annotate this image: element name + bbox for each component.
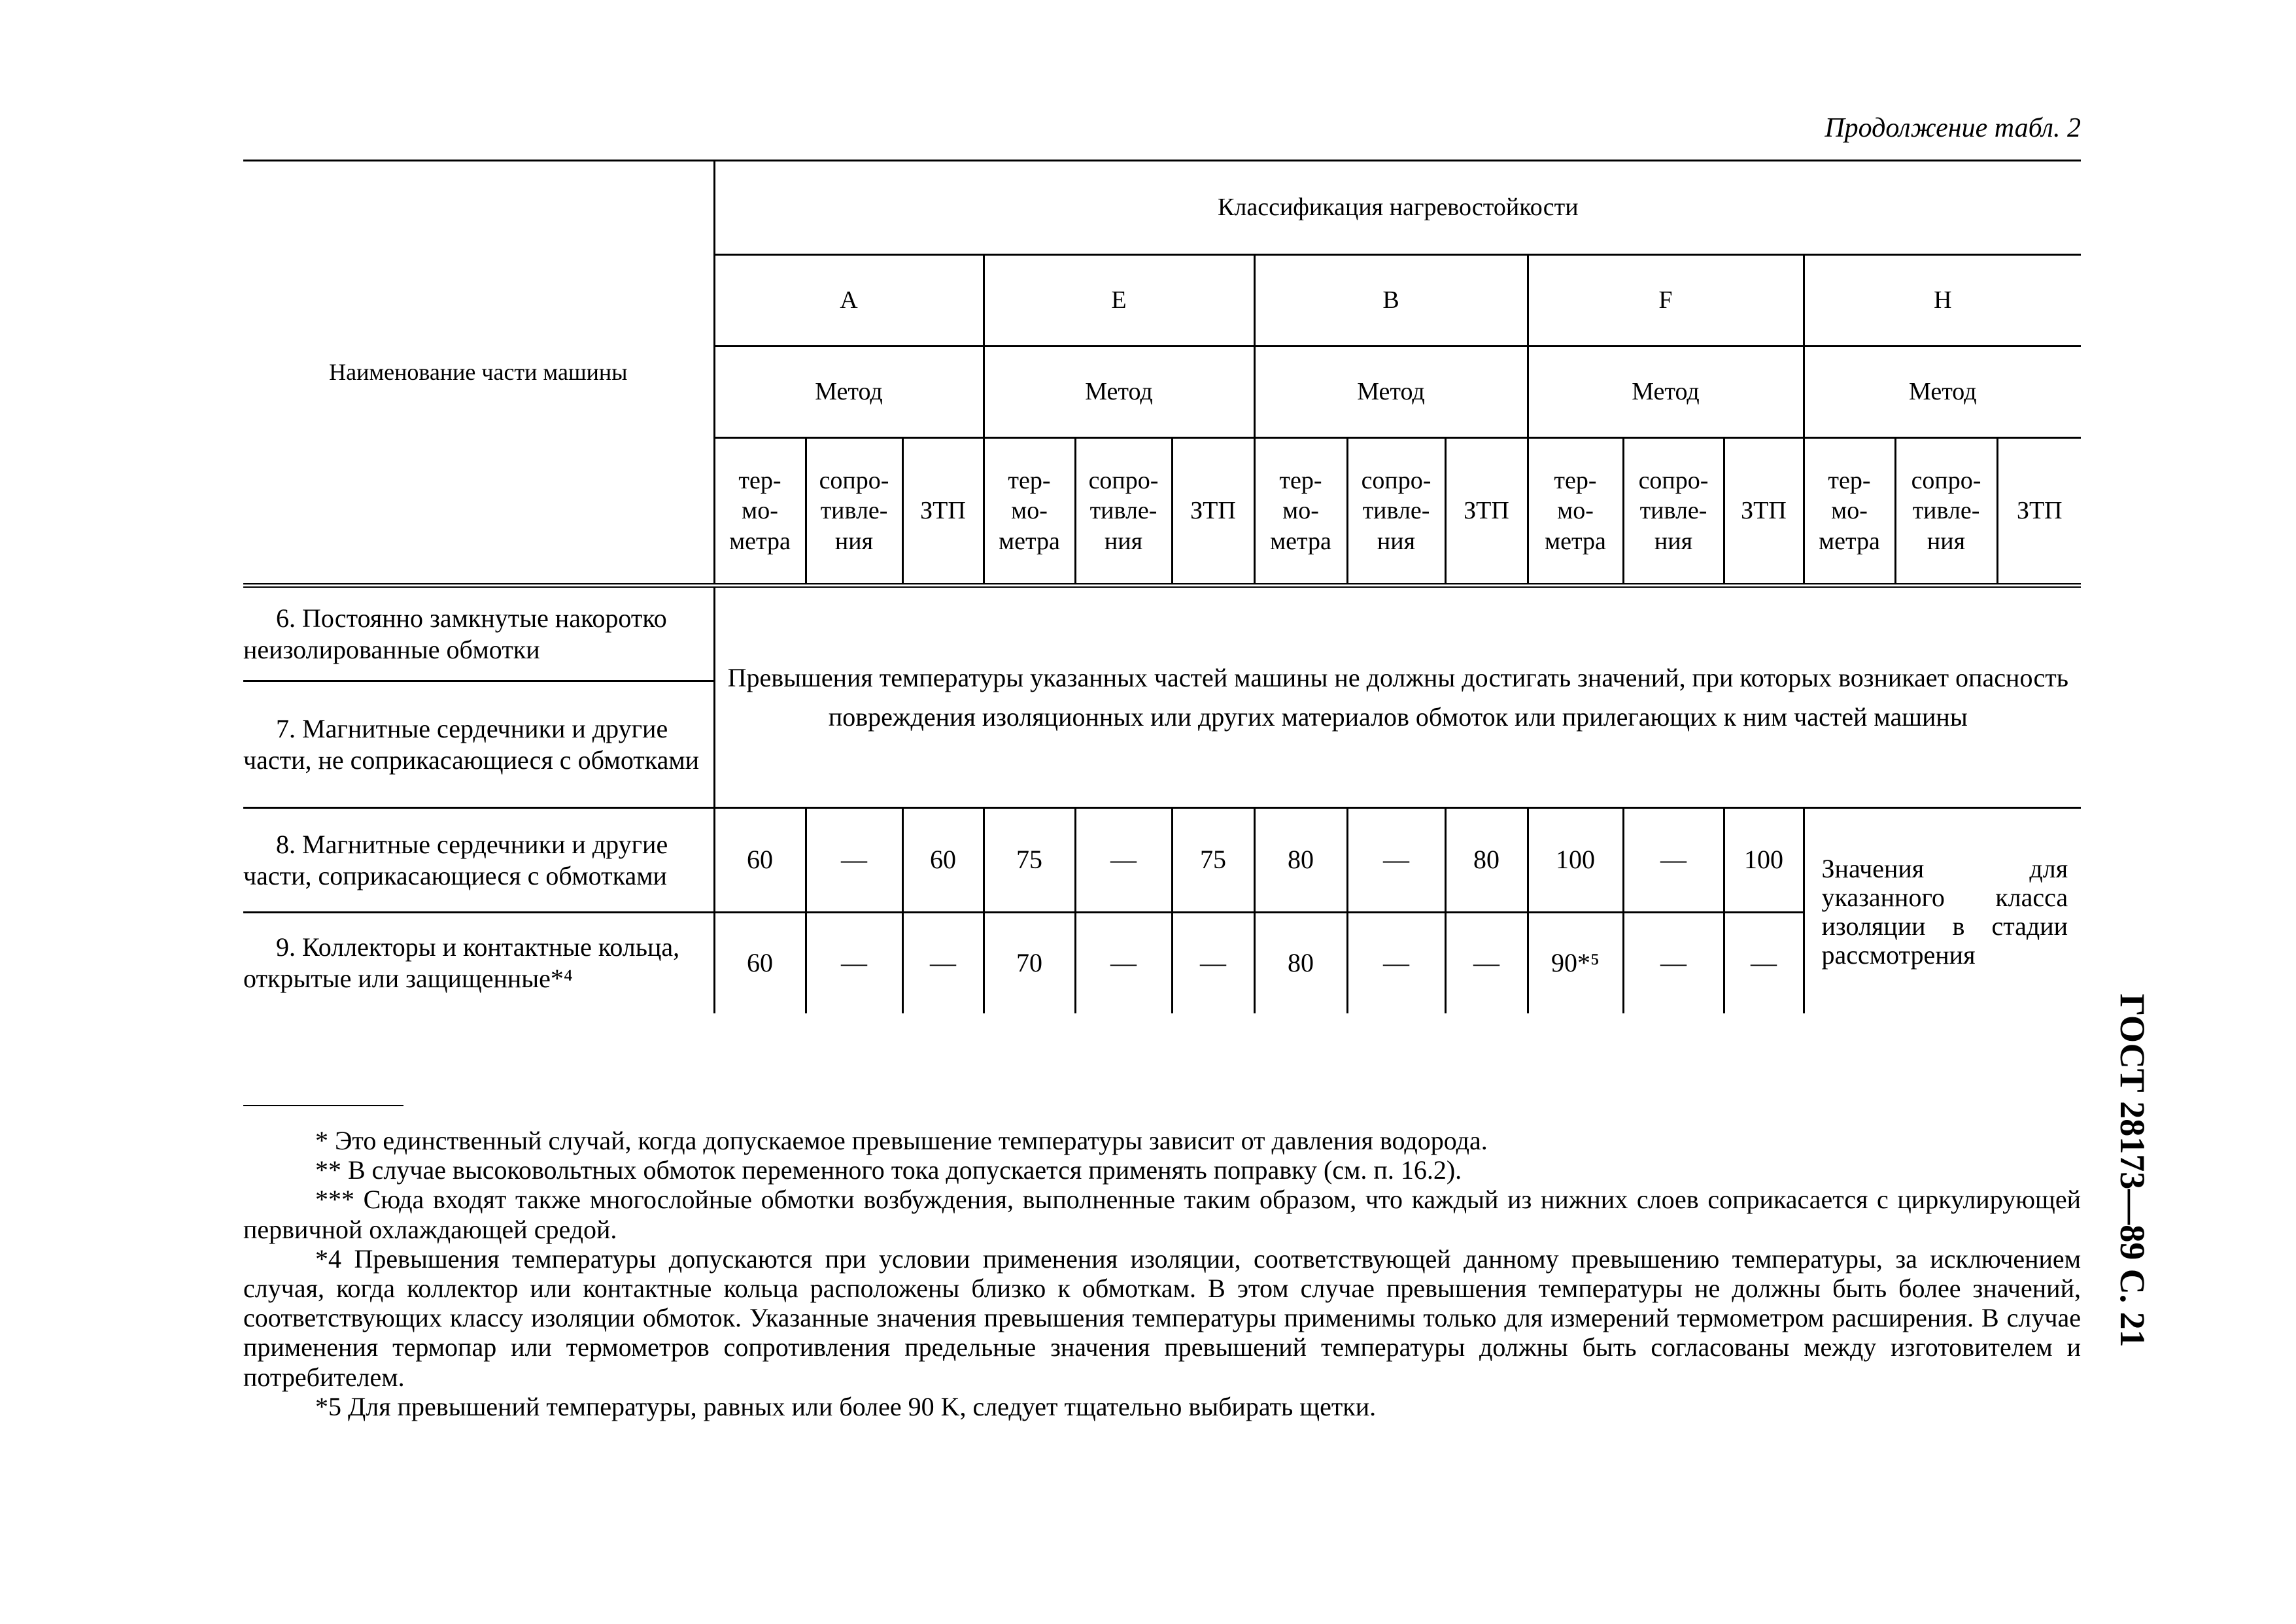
footnote-4: *4 Превышения температуры допускаются при условии применения изоляции, соответствующей данному превышению температуры, за исключением случая, когда коллектор или контактные кольца расположены близко к обмоткам. В этом случае превышения температуры не должны быть более значений, соответствующих классу изоляции обмоток. Указанные значения превышения температуры применимы только для измерений термометром расширения. В случае применения термопар или термометров сопротивления предельные значения превышений температуры должны быть согласованы между изготовителем и потребителем. [243,1243,2082,1392]
continuation-caption: Продолжение табл. 2 [1825,113,2081,143]
value-cell: 70 [984,913,1075,1013]
value-cell: — [1347,808,1445,913]
method-header-a: Метод [714,347,984,438]
header-classification: Классификация нагревостойкости [714,161,2081,255]
value-cell: — [806,808,902,913]
class-b-header: B [1254,255,1528,347]
value-cell: 80 [1254,913,1347,1013]
subheader-ztp: ЗТП [1997,438,2081,586]
value-cell: — [1623,808,1724,913]
subheader-resistance: сопро- тивле- ния [1075,438,1172,586]
subheader-resistance: сопро- тивле- ния [806,438,902,586]
subheader-resistance: сопро- тивле- ния [1895,438,1997,586]
method-header-h: Метод [1804,347,2081,438]
method-header-e: Метод [984,347,1254,438]
value-cell: 60 [714,913,806,1013]
subheader-ztp: ЗТП [1172,438,1254,586]
subheader-thermometer: тер- мо- метра [1804,438,1895,586]
value-cell: — [1347,913,1445,1013]
value-cell: — [1623,913,1724,1013]
value-cell: 90*⁵ [1528,913,1623,1013]
value-cell: 75 [1172,808,1254,913]
subheader-thermometer: тер- мо- метра [1528,438,1623,586]
footnotes [243,1105,2081,1421]
value-cell: 100 [1724,808,1804,913]
merged-note: Превышения температуры указанных частей машины не должны достигать значений, при которых возникает опасность повреждения изоляционных или других материалов обмоток или прилегающих к ним частей машины [714,586,2081,808]
class-h-header: H [1804,255,2081,347]
value-cell: — [1075,913,1172,1013]
class-h-note: Значения для указанного класса изоляции в стадии рассмотрения [1804,808,2081,1013]
subheader-resistance: сопро- тивле- ния [1347,438,1445,586]
side-label-text: ГОСТ 28173—89 С. 21 [2113,994,2152,1347]
value-cell: 80 [1254,808,1347,913]
subheader-thermometer: тер- мо- метра [714,438,806,586]
footnote-divider [243,1105,403,1106]
method-header-f: Метод [1528,347,1804,438]
subheader-thermometer: тер- мо- метра [984,438,1075,586]
subheader-ztp: ЗТП [1445,438,1528,586]
temperature-rise-table [243,160,2081,1013]
method-header-b: Метод [1254,347,1528,438]
subheader-resistance: сопро- тивле- ния [1623,438,1724,586]
row-8-name: 8. Магнитные сердечники и другие части, соприкасающиеся с обмотками [243,808,714,913]
temperature-table-container [243,160,2081,1013]
value-cell: 80 [1445,808,1528,913]
footnote-3: *** Сюда входят также многослойные обмотки возбуждения, выполненные таким образом, что каждый из нижних слоев соприкасается с циркулирующей первичной охлаждающей средой. [243,1185,2082,1244]
row-6-name: 6. Постоянно замкнутые накоротко неизолированные обмотки [243,586,714,681]
footnote-2: ** В случае высоковольтных обмоток переменного тока допускается применять поправку (см. п. 16.2). [315,1155,1462,1185]
value-cell: 60 [902,808,984,913]
value-cell: — [1724,913,1804,1013]
class-f-header: F [1528,255,1804,347]
value-cell: — [1445,913,1528,1013]
value-cell: — [1075,808,1172,913]
footnote-5: *5 Для превышений температуры, равных или более 90 K, следует тщательно выбирать щетки. [315,1391,1377,1421]
footnote-1: * Это единственный случай, когда допускаемое превышение температуры зависит от давления водорода. [315,1126,1488,1155]
row-7-name: 7. Магнитные сердечники и другие части, не соприкасающиеся с обмотками [243,681,714,808]
subheader-ztp: ЗТП [1724,438,1804,586]
class-a-header: A [714,255,984,347]
value-cell: — [902,913,984,1013]
value-cell: — [806,913,902,1013]
document-side-label [2114,994,2153,1451]
class-e-header: E [984,255,1254,347]
value-cell: 75 [984,808,1075,913]
row-9-name: 9. Коллекторы и контактные кольца, открытые или защищенные*⁴ [243,913,714,1013]
header-part-name: Наименование части машины [243,161,714,586]
subheader-thermometer: тер- мо- метра [1254,438,1347,586]
subheader-ztp: ЗТП [902,438,984,586]
value-cell: 60 [714,808,806,913]
value-cell: — [1172,913,1254,1013]
value-cell: 100 [1528,808,1623,913]
table-row-8 [243,808,2081,913]
